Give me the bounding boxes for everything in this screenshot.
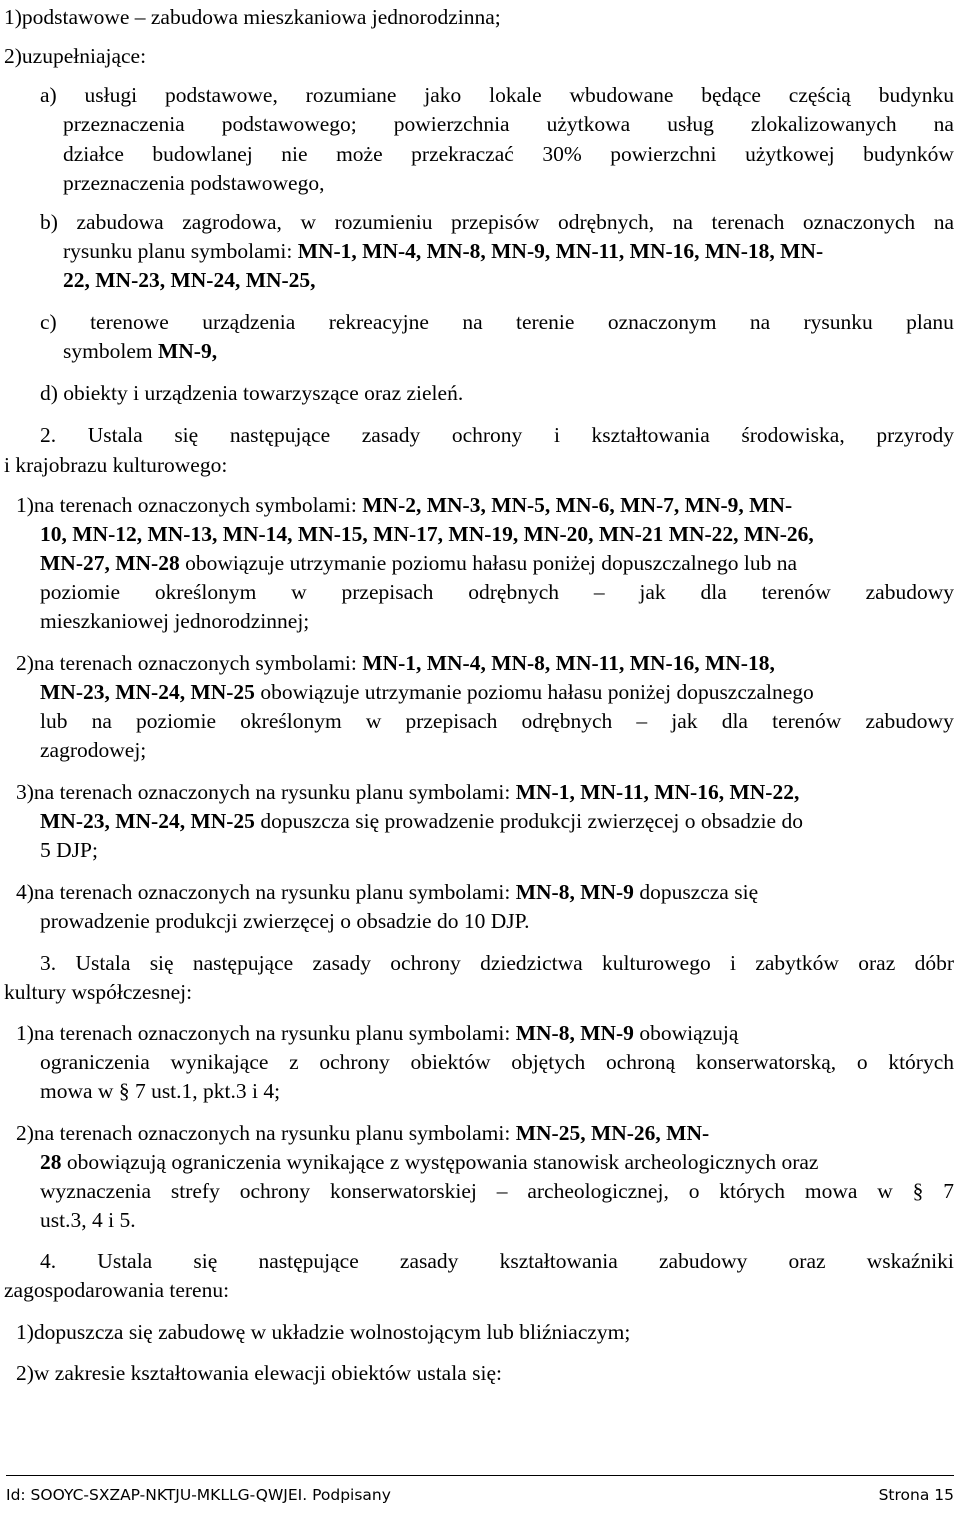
word: na <box>462 310 483 334</box>
word: archeologicznej, <box>527 1179 669 1203</box>
word: jak <box>639 580 666 604</box>
word: dla <box>700 580 727 604</box>
word: ochrony <box>239 1179 311 1203</box>
word: ochrony <box>390 951 461 975</box>
word: Ustala <box>87 423 143 447</box>
word: podstawowego; <box>221 112 357 136</box>
word: 4. <box>40 1249 57 1273</box>
word: się <box>174 423 199 447</box>
word: lub <box>40 709 68 733</box>
word: powierzchnia <box>393 112 510 136</box>
word: odrębnych <box>521 709 613 733</box>
word: budynku <box>878 83 954 107</box>
word: na <box>91 709 112 733</box>
word: 3. <box>40 951 57 975</box>
word: o <box>688 1179 700 1203</box>
text-line: symbolem MN-9, <box>63 339 218 363</box>
text-line: i krajobrazu kulturowego: <box>4 453 228 477</box>
word: z <box>289 1050 299 1074</box>
word: działce <box>63 142 124 166</box>
word: których <box>888 1050 954 1074</box>
word: odrębnych <box>468 580 559 604</box>
word: odrębnych, <box>557 210 655 234</box>
word: na <box>672 210 693 234</box>
word: o <box>856 1050 868 1074</box>
text-line: MN-23, MN-24, MN-25 dopuszcza się prowadzenie produkcji zwierzęcej o obsadzie do <box>40 809 803 833</box>
text-line: 5 DJP; <box>40 838 98 862</box>
text-line: 1)dopuszcza się zabudowę w układzie wolnostojącym lub bliźniaczym; <box>16 1320 631 1344</box>
text-line: 10, MN-12, MN-13, MN-14, MN-15, MN-17, MN-19, MN-20, MN-21 MN-22, MN-26, <box>40 522 814 546</box>
word: budowlanej <box>152 142 253 166</box>
text-line-justified <box>40 1248 954 1274</box>
word: jak <box>671 709 698 733</box>
word: w <box>300 210 316 234</box>
word: wynikające <box>170 1050 269 1074</box>
text-line: 3)na terenach oznaczonych na rysunku planu symbolami: MN-1, MN-11, MN-16, MN-22, <box>16 780 800 804</box>
text-line: 2)w zakresie kształtowania elewacji obiektów ustala się: <box>16 1361 502 1385</box>
document-id: Id: SOOYC-SXZAP-NKTJU-MKLLG-QWJEI. Podpisany <box>6 1486 391 1504</box>
text-line: 4)na terenach oznaczonych na rysunku planu symbolami: MN-8, MN-9 dopuszcza się <box>16 880 759 904</box>
text-line-justified <box>40 950 954 976</box>
text-line: ust.3, 4 i 5. <box>40 1208 136 1232</box>
word: przeznaczenia <box>63 112 185 136</box>
word: zabudowy <box>865 709 954 733</box>
word: usługi <box>84 83 138 107</box>
word: 2. <box>40 423 57 447</box>
text-line: 2)na terenach oznaczonych symbolami: MN-1, MN-4, MN-8, MN-11, MN-16, MN-18, <box>16 651 775 675</box>
word: określonym <box>240 709 342 733</box>
word: ochrony <box>319 1050 390 1074</box>
word: budynków <box>863 142 954 166</box>
word: Ustala <box>75 951 131 975</box>
word: – <box>496 1179 508 1203</box>
text-line-justified <box>40 708 954 734</box>
word: konserwatorskiej <box>330 1179 477 1203</box>
word: poziomie <box>40 580 121 604</box>
word: ochroną <box>605 1050 676 1074</box>
word: oraz <box>858 951 896 975</box>
text-line: mowa w § 7 ust.1, pkt.3 i 4; <box>40 1079 281 1103</box>
word: 7 <box>943 1179 954 1203</box>
text-line: d) obiekty i urządzenia towarzyszące oraz zieleń. <box>40 381 464 405</box>
text-line: 2)uzupełniające: <box>4 44 147 68</box>
word: terenowe <box>90 310 169 334</box>
word: określonym <box>154 580 257 604</box>
text-line-justified <box>63 111 954 137</box>
word: wbudowane <box>569 83 674 107</box>
word: – <box>593 580 605 604</box>
text-line: 28 obowiązują ograniczenia wynikające z występowania stanowisk archeologicznych oraz <box>40 1150 819 1174</box>
word: jako <box>424 83 462 107</box>
word: zagrodowa, <box>182 210 282 234</box>
word: rozumiane <box>305 83 397 107</box>
text-line-justified <box>40 1049 954 1075</box>
text-line: przeznaczenia podstawowego, <box>63 171 325 195</box>
word: kulturowego <box>602 951 711 975</box>
word: terenów <box>772 709 842 733</box>
word: następujące <box>192 951 294 975</box>
word: usług <box>667 112 714 136</box>
text-line: 22, MN-23, MN-24, MN-25, <box>63 268 316 292</box>
word: na <box>749 310 771 334</box>
word: konserwatorską, <box>695 1050 837 1074</box>
word: częścią <box>788 83 851 107</box>
word: a) <box>40 83 57 107</box>
word: obiektów <box>410 1050 491 1074</box>
text-line-justified <box>40 579 954 605</box>
word: następujące <box>258 1249 359 1273</box>
text-line: 1)na terenach oznaczonych symbolami: MN-2, MN-3, MN-5, MN-6, MN-7, MN-9, MN- <box>16 493 793 517</box>
word: dla <box>721 709 748 733</box>
text-line: 1)na terenach oznaczonych na rysunku planu symbolami: MN-8, MN-9 obowiązują <box>16 1021 739 1045</box>
word: ochrony <box>451 423 523 447</box>
word: zasady <box>312 951 371 975</box>
word: przepisów <box>451 210 540 234</box>
text-line: zagrodowej; <box>40 738 147 762</box>
word: w <box>291 580 307 604</box>
word: 30% <box>542 142 582 166</box>
text-line: mieszkaniowej jednorodzinnej; <box>40 609 310 633</box>
word: oraz <box>788 1249 826 1273</box>
word: strefy <box>170 1179 220 1203</box>
word: lokale <box>489 83 542 107</box>
word: b) <box>40 210 58 234</box>
text-line: prowadzenie produkcji zwierzęcej o obsadzie do 10 DJP. <box>40 909 530 933</box>
word: wyznaczenia <box>40 1179 152 1203</box>
word: planu <box>906 310 954 334</box>
word: kształtowania <box>591 423 710 447</box>
word: i <box>730 951 737 975</box>
word: których <box>719 1179 785 1203</box>
text-line: 2)na terenach oznaczonych na rysunku planu symbolami: MN-25, MN-26, MN- <box>16 1121 710 1145</box>
word: podstawowe, <box>164 83 278 107</box>
text-line-justified <box>40 309 954 335</box>
word: zabudowa <box>76 210 164 234</box>
word: powierzchni <box>610 142 717 166</box>
word: mowa <box>804 1179 858 1203</box>
text-line: MN-27, MN-28 obowiązuje utrzymanie poziomu hałasu poniżej dopuszczalnego lub na <box>40 551 798 575</box>
word: użytkowej <box>745 142 835 166</box>
word: użytkowa <box>546 112 631 136</box>
word: rekreacyjne <box>328 310 429 334</box>
word: środowiska, <box>741 423 845 447</box>
text-line-justified <box>40 209 954 235</box>
text-line: kultury współczesnej: <box>4 980 193 1004</box>
word: dóbr <box>914 951 954 975</box>
word: zlokalizowanych <box>750 112 897 136</box>
word: oznaczonych <box>802 210 916 234</box>
word: terenie <box>515 310 575 334</box>
word: się <box>149 951 174 975</box>
text-line-justified <box>40 82 954 108</box>
word: dziedzictwa <box>480 951 583 975</box>
word: zabytków <box>755 951 839 975</box>
text-line-justified <box>40 1178 954 1204</box>
word: na <box>933 112 954 136</box>
text-line: zagospodarowania terenu: <box>4 1278 230 1302</box>
word: na <box>933 210 954 234</box>
word: urządzenia <box>202 310 296 334</box>
word: będące <box>701 83 761 107</box>
word: c) <box>40 310 57 334</box>
text-line: 1)podstawowe – zabudowa mieszkaniowa jednorodzinna; <box>4 5 501 29</box>
word: rysunku <box>803 310 873 334</box>
word: następujące <box>229 423 331 447</box>
word: nie <box>281 142 308 166</box>
word: zabudowy <box>658 1249 748 1273</box>
word: może <box>336 142 383 166</box>
text-line-justified <box>40 422 954 448</box>
word: oznaczonym <box>607 310 717 334</box>
word: terenach <box>711 210 785 234</box>
word: ograniczenia <box>40 1050 150 1074</box>
word: i <box>553 423 560 447</box>
text-line: rysunku planu symbolami: MN-1, MN-4, MN-8, MN-9, MN-11, MN-16, MN-18, MN- <box>63 239 824 263</box>
word: przepisach <box>405 709 498 733</box>
word: objętych <box>511 1050 586 1074</box>
text-line-justified <box>63 141 954 167</box>
word: w <box>877 1179 893 1203</box>
word: Ustala <box>97 1249 153 1273</box>
word: zabudowy <box>865 580 954 604</box>
word: przyrody <box>876 423 954 447</box>
text-line: MN-23, MN-24, MN-25 obowiązuje utrzymanie poziomu hałasu poniżej dopuszczalnego <box>40 680 814 704</box>
word: się <box>193 1249 218 1273</box>
word: przekraczać <box>411 142 514 166</box>
word: przepisach <box>341 580 434 604</box>
word: rozumieniu <box>334 210 433 234</box>
word: w <box>365 709 382 733</box>
word: terenów <box>761 580 831 604</box>
word: zasady <box>399 1249 459 1273</box>
word: § <box>912 1179 924 1203</box>
word: zasady <box>361 423 421 447</box>
page-number: Strona 15 <box>878 1486 954 1504</box>
word: kształtowania <box>499 1249 618 1273</box>
word: poziomie <box>136 709 217 733</box>
page-footer <box>6 1475 954 1504</box>
word: wskaźniki <box>866 1249 954 1273</box>
word: – <box>636 709 648 733</box>
